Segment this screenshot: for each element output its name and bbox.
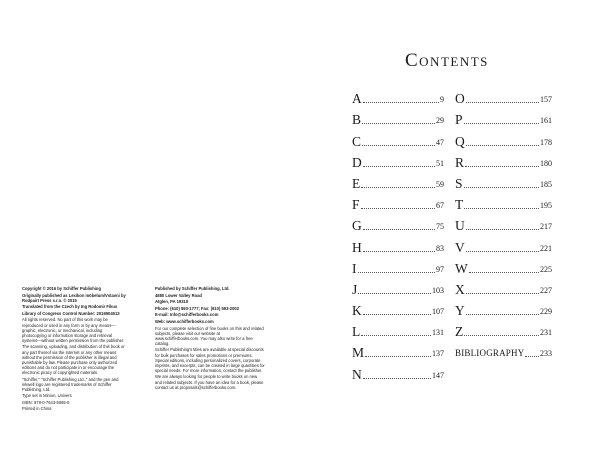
dot-leader (363, 314, 431, 315)
dot-leader (466, 229, 539, 230)
toc-entry-label: J (352, 281, 358, 297)
toc-entry-label: N (352, 366, 362, 382)
toc-page-number: 9 (440, 95, 444, 105)
copyright-paragraph: ISBN: 978-0-7643-5065-5 (22, 399, 70, 405)
toc-entry-label: E (352, 175, 361, 191)
dot-leader (363, 251, 435, 252)
copyright-paragraph: All rights reserved. No part of this work may be reproduced or used in any form or by any means—graphic, electronic, or mechanical, including photocopying or information storage and retrieval systems—without written permission from the publisher. (22, 317, 125, 343)
toc-entry (352, 339, 444, 360)
dot-leader (363, 229, 435, 230)
copyright-paragraph: Web: www.schifferbooks.com (155, 318, 214, 324)
dot-leader (362, 123, 435, 124)
dot-leader (464, 187, 539, 188)
copyright-paragraph: Published by Schiffer Publishing, Ltd. (155, 286, 230, 291)
toc-entry (352, 297, 444, 318)
copyright-column (22, 286, 128, 413)
toc-page-number: 51 (436, 158, 444, 168)
toc-page-number: 178 (540, 137, 552, 147)
toc-entry (352, 212, 444, 233)
copyright-paragraph: Type set in Minion, Univers (22, 393, 72, 399)
toc-entry (352, 106, 444, 127)
toc-entry-label: G (352, 218, 362, 234)
toc-entry-label: BIBLIOGRAPHY (455, 348, 525, 359)
toc-page-number: 225 (540, 264, 552, 274)
toc-page-number: 195 (540, 201, 552, 211)
toc-column-1 (352, 85, 444, 382)
toc-entry-label: D (352, 154, 362, 170)
toc-entry (352, 233, 444, 254)
dot-leader (363, 378, 431, 379)
dot-leader (465, 166, 539, 167)
toc-entry (455, 170, 552, 191)
dot-leader (466, 314, 539, 315)
toc-entry-label: B (352, 112, 362, 128)
toc-page-number: 217 (540, 222, 552, 232)
copyright-paragraph: Atglen, PA 19310 (155, 299, 189, 305)
toc-page-number: 180 (540, 158, 552, 168)
toc-page-number: 229 (540, 307, 552, 317)
copyright-paragraph: E-mail: Info@schifferbooks.com (155, 312, 219, 318)
toc-page-number: 185 (540, 179, 552, 189)
dot-leader (363, 166, 435, 167)
toc-page-number: 227 (540, 285, 552, 295)
toc-entry (455, 127, 552, 148)
toc-page-number: 75 (436, 222, 444, 232)
dot-leader (466, 293, 539, 294)
toc-page-number: 47 (436, 137, 444, 147)
copyright-paragraph: Phone: (610) 593-1777; Fax: (610) 593-2002 (155, 305, 240, 311)
toc-page-number: 231 (540, 328, 552, 338)
toc-entry (455, 85, 552, 106)
toc-page-number: 29 (436, 116, 444, 126)
dot-leader (469, 272, 539, 273)
copyright-paragraph: Originally published as Lexikon möbelum/Vstavni by Rodpairt Press s.r.o. © 2015 (22, 292, 126, 303)
copyright-paragraph: "Schiffer," "Schiffer Publishing Ltd.," and the pen and inkwell logo are registered trademarks of Schiffer Publishing, Ltd. (22, 376, 119, 392)
toc-entry-label: K (352, 303, 362, 319)
toc-entry (455, 297, 552, 318)
dot-leader (362, 145, 435, 146)
toc-entry (455, 191, 552, 212)
toc-page-number: 97 (436, 264, 444, 274)
toc-page-number: 157 (540, 95, 552, 105)
toc-entry (455, 276, 552, 297)
toc-page-number: 131 (432, 328, 444, 338)
dot-leader (466, 145, 539, 146)
toc-entry (455, 212, 552, 233)
copyright-paragraph: Translated from the Czech by Ing Rodomir Fikus (22, 304, 118, 310)
copyright-paragraph: We are always looking for people to write books on new and related subjects. If you have an idea for a book, please contact us at proposals@schifferbooks.com. (155, 374, 264, 390)
toc-entry (455, 255, 552, 276)
dot-leader (464, 208, 539, 209)
dot-leader (466, 102, 539, 103)
toc-entry-label: M (352, 345, 365, 361)
toc-entry (352, 127, 444, 148)
dot-leader (466, 251, 539, 252)
dot-leader (365, 356, 431, 357)
dot-leader (361, 187, 435, 188)
toc-entry (352, 255, 444, 276)
toc-entry-label: P (455, 112, 463, 128)
toc-entry (455, 149, 552, 170)
toc-entry (455, 233, 552, 254)
toc-entry-label: S (455, 175, 463, 191)
toc-entry-label: H (352, 239, 362, 255)
toc-entry (455, 106, 552, 127)
toc-page-number: 221 (540, 243, 552, 253)
toc-page-number: 103 (432, 285, 444, 295)
copyright-paragraph: The scanning, uploading, and distribution of this book or any part thereof via the Internet or any other means without the permission of the publisher is illegal and punishable by law. Please purchase only authorized editions and do not participate in or encourage the electronic piracy of copyrighted materials. (22, 344, 125, 375)
toc-entry (352, 85, 444, 106)
toc-entry-label: X (455, 281, 465, 297)
toc-entry-label: U (455, 218, 465, 234)
toc-entry-label: R (455, 154, 465, 170)
toc-page-number: 107 (432, 307, 444, 317)
dot-leader (358, 272, 436, 273)
dot-leader (361, 208, 435, 209)
toc-entry-label: W (455, 260, 468, 276)
toc-page-number: 147 (432, 370, 444, 380)
toc-entry-label: A (352, 91, 362, 107)
toc-page-number: 59 (436, 179, 444, 189)
toc-page-number: 161 (540, 116, 552, 126)
toc-entry-label: C (352, 133, 362, 149)
toc-entry (352, 149, 444, 170)
toc-entry-label: Y (455, 303, 465, 319)
toc-column-2 (455, 85, 552, 360)
dot-leader (361, 335, 431, 336)
toc-page-number: 83 (436, 243, 444, 253)
toc-entry (455, 318, 552, 339)
toc-entry (352, 276, 444, 297)
copyright-paragraph: Copyright © 2016 by Schiffer Publishing (22, 286, 101, 291)
toc-entry-label: I (352, 260, 357, 276)
copyright-paragraph: For our complete selection of fine books on this and related subjects, please visit our website at www.schifferbooks.com. You may also write for a free catalog. (155, 325, 264, 346)
contents-title: Contents (405, 50, 489, 71)
copyright-paragraph: Printed in China (22, 406, 52, 412)
toc-entry-label: Q (455, 133, 465, 149)
copyright-paragraph: Schiffer Publishing's titles are available at special discounts for bulk purchases for sales promotions or premiums. Special editions, including personalized covers, corporate imprints, and excerpts, can be created in large quantities for special needs. For more information, contact the publisher. (155, 347, 265, 373)
toc-entry (352, 191, 444, 212)
toc-page-number: 137 (432, 349, 444, 359)
toc-entry-label: Z (455, 324, 464, 340)
dot-leader (525, 356, 539, 357)
toc-entry (352, 170, 444, 191)
publisher-info-column (155, 286, 265, 391)
toc-entry-label: F (352, 197, 360, 213)
dot-leader (358, 293, 431, 294)
dot-leader (464, 335, 539, 336)
toc-entry-label: L (352, 324, 361, 340)
toc-entry-label: V (455, 239, 465, 255)
dot-leader (464, 123, 539, 124)
copyright-paragraph: 4880 Lower Valley Road (155, 292, 202, 298)
toc-page-number: 233 (540, 349, 552, 359)
copyright-paragraph: Library of Congress Control Number: 2016904513 (22, 310, 120, 316)
dot-leader (363, 102, 439, 103)
toc-entry (352, 318, 444, 339)
toc-entry (352, 360, 444, 381)
toc-entry (455, 339, 552, 360)
toc-entry-label: O (455, 91, 465, 107)
toc-entry-label: T (455, 197, 464, 213)
toc-page-number: 67 (436, 201, 444, 211)
